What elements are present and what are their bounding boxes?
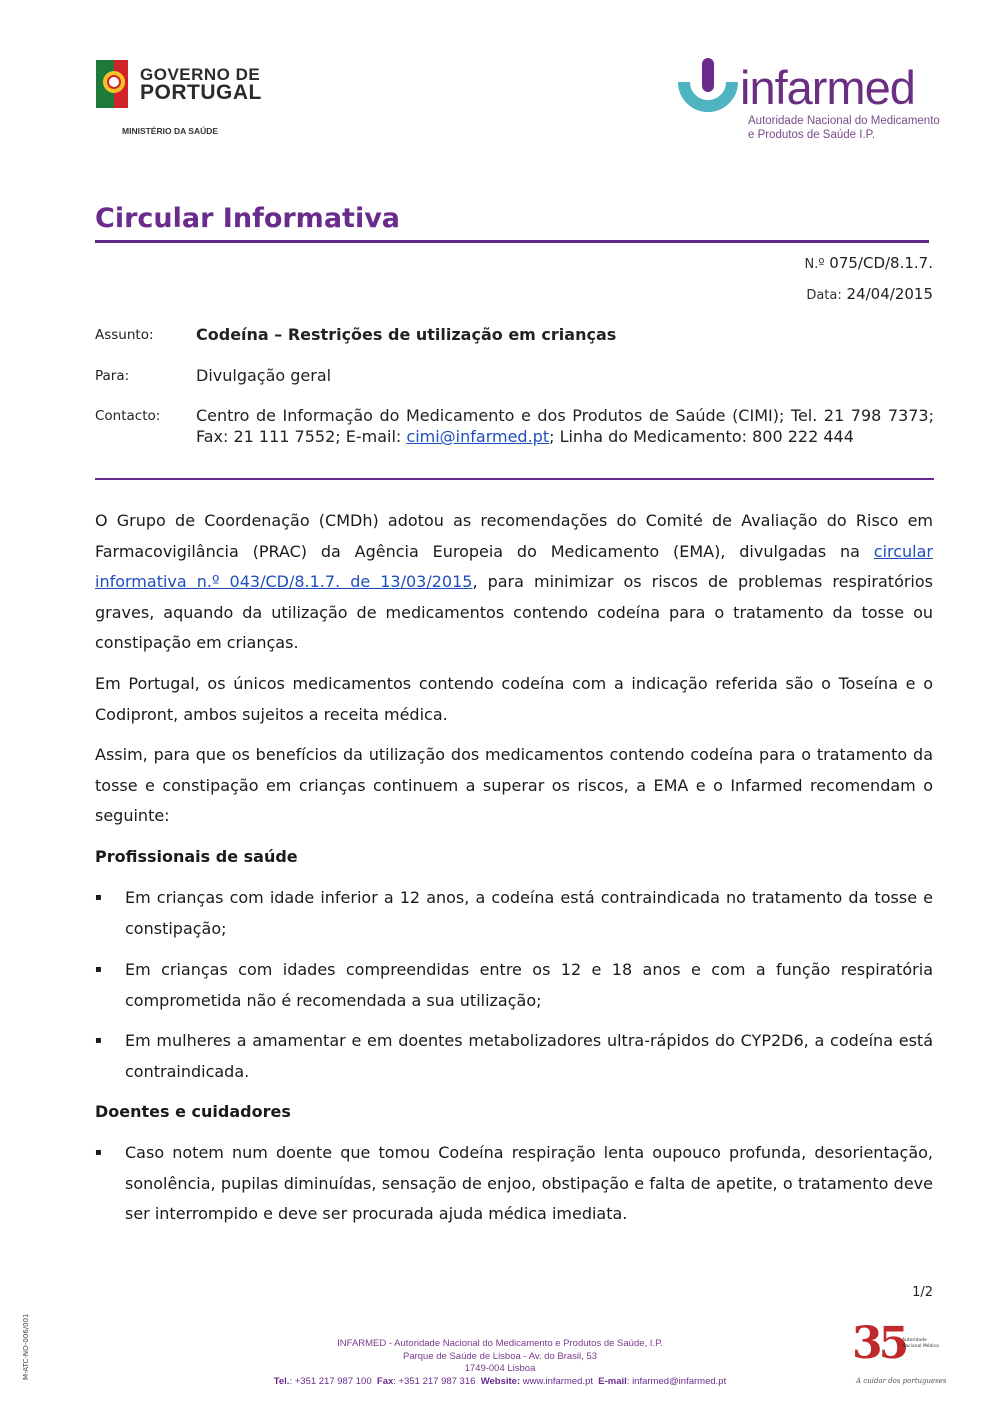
date-label: Data: <box>806 288 842 303</box>
contact-value <box>196 405 934 447</box>
anniversary-logo <box>852 1318 947 1392</box>
title-divider <box>95 240 929 243</box>
list-item-text: Em crianças com idade inferior a 12 anos, a codeína está contraindicada no tratamento da tosse e constipação; <box>125 888 933 938</box>
contact-email-link[interactable]: cimi@infarmed.pt <box>406 427 550 446</box>
circular-reference-link[interactable]: circular informativa n.º 043/CD/8.1.7. de 13/03/2015 <box>95 541 933 591</box>
gov-ministry-label: MINISTÉRIO DA SAÚDE <box>122 126 219 136</box>
footer-address <box>200 1338 800 1388</box>
list-item-text: Caso notem num doente que tomou Codeína respiração lenta oupouco profunda, desorientação, sonolência, pupilas diminuídas, sensação de enjoo, obstipação e falta de apetite, o tratamento deve ser interrompido e deve ser procurada ajuda médica imediata. <box>125 1143 933 1223</box>
footer-web-label: Website: <box>480 1375 521 1387</box>
footer-line1: INFARMED - Autoridade Nacional do Medicamento e Produtos de Saúde, I.P. <box>337 1338 663 1349</box>
infarmed-mark-icon <box>676 56 740 122</box>
page-number: 1/2 <box>912 1285 933 1300</box>
bullet-marker: ▪ <box>95 1035 102 1046</box>
gov-logo-line2: PORTUGAL <box>140 81 262 104</box>
infarmed-wordmark: infarmed <box>740 61 915 114</box>
footer-tel-value: : +351 217 987 100 <box>289 1375 372 1387</box>
footer-contacts <box>200 1376 800 1389</box>
footer-tel-label: Tel. <box>273 1375 290 1387</box>
bullet-marker: ▪ <box>95 1147 102 1158</box>
list-item-text: Em crianças com idades compreendidas entre os 12 e 18 anos e com a função respiratória comprometida não é recomendada a sua utilização; <box>125 960 933 1010</box>
portugal-emblem-icon <box>92 56 132 112</box>
infarmed-logo <box>676 56 940 148</box>
heading-health-professionals: Profissionais de saúde <box>95 847 298 866</box>
to-label: Para: <box>95 368 130 384</box>
footer-email-value: : infarmed@infarmed.pt <box>626 1375 727 1387</box>
header-divider <box>95 478 934 480</box>
bullet-marker: ▪ <box>95 892 102 903</box>
number-label: N.º <box>804 257 825 272</box>
p1-text-pre: O Grupo de Coordenação (CMDh) adotou as recomendações do Comité de Avaliação do Risco em Farmacovigilância (PRAC) da Agência Europeia do Medicamento (EMA), divulgadas na <box>95 511 933 561</box>
bullet-marker: ▪ <box>95 964 102 975</box>
governo-de-portugal-logo <box>92 56 272 142</box>
paragraph-1 <box>95 506 933 659</box>
subject-value: Codeína – Restrições de utilização em crianças <box>196 325 617 344</box>
contact-label: Contacto: <box>95 408 161 424</box>
anniversary-number: 35 <box>852 1318 906 1369</box>
anniversary-small-text: Autoridade Nacional Médica <box>902 1338 939 1349</box>
contact-text-pre: Centro de Informação do Medicamento e dos Produtos de Saúde (CIMI); Tel. 21 798 7373; Fax: 21 111 7552; E-mail: <box>196 406 934 446</box>
list-item-text: Em mulheres a amamentar e em doentes metabolizadores ultra-rápidos do CYP2D6, a codeína está contraindicada. <box>125 1031 933 1081</box>
footer-fax-label: Fax <box>376 1375 394 1387</box>
date-value: 24/04/2015 <box>846 285 933 303</box>
number-value: 075/CD/8.1.7. <box>829 254 933 272</box>
anniversary-tagline: A cuidar dos portugueses <box>856 1377 947 1385</box>
infarmed-subtitle-line2: e Produtos de Saúde I.P. <box>748 129 876 141</box>
to-value: Divulgação geral <box>196 366 332 385</box>
paragraph-3: Assim, para que os benefícios da utilização dos medicamentos contendo codeína para o tratamento da tosse e constipação em crianças continuem a superar os riscos, a EMA e o Infarmed recomendam o seguinte: <box>95 745 933 825</box>
footer-line2: Parque de Saúde de Lisboa - Av. do Brasil, 53 <box>402 1350 597 1362</box>
circular-date <box>806 285 933 303</box>
heading-patients-caregivers: Doentes e cuidadores <box>95 1102 291 1121</box>
paragraph-2: Em Portugal, os únicos medicamentos contendo codeína com a indicação referida são o Toseína e o Codipront, ambos sujeitos a receita médica. <box>95 674 933 724</box>
contact-text-post: ; Linha do Medicamento: 800 222 444 <box>549 427 854 446</box>
gov-logo-line1: GOVERNO DE <box>140 65 261 84</box>
footer-line3: 1749-004 Lisboa <box>464 1363 536 1375</box>
p1-text-post: , para minimizar os riscos de problemas respiratórios graves, aquando da utilização de medicamentos contendo codeína para o tratamento da tosse ou constipação em crianças. <box>95 572 934 652</box>
footer-web-value: www.infarmed.pt <box>522 1375 593 1387</box>
form-code: M-ATC-NO-006/001 <box>22 1313 30 1380</box>
document-title: Circular Informativa <box>95 203 401 234</box>
circular-number <box>805 254 933 272</box>
infarmed-subtitle-line1: Autoridade Nacional do Medicamento <box>748 115 940 127</box>
footer-email-label: E-mail <box>598 1375 627 1387</box>
footer-fax-value: : +351 217 987 316 <box>393 1375 476 1387</box>
subject-label: Assunto: <box>95 327 154 343</box>
